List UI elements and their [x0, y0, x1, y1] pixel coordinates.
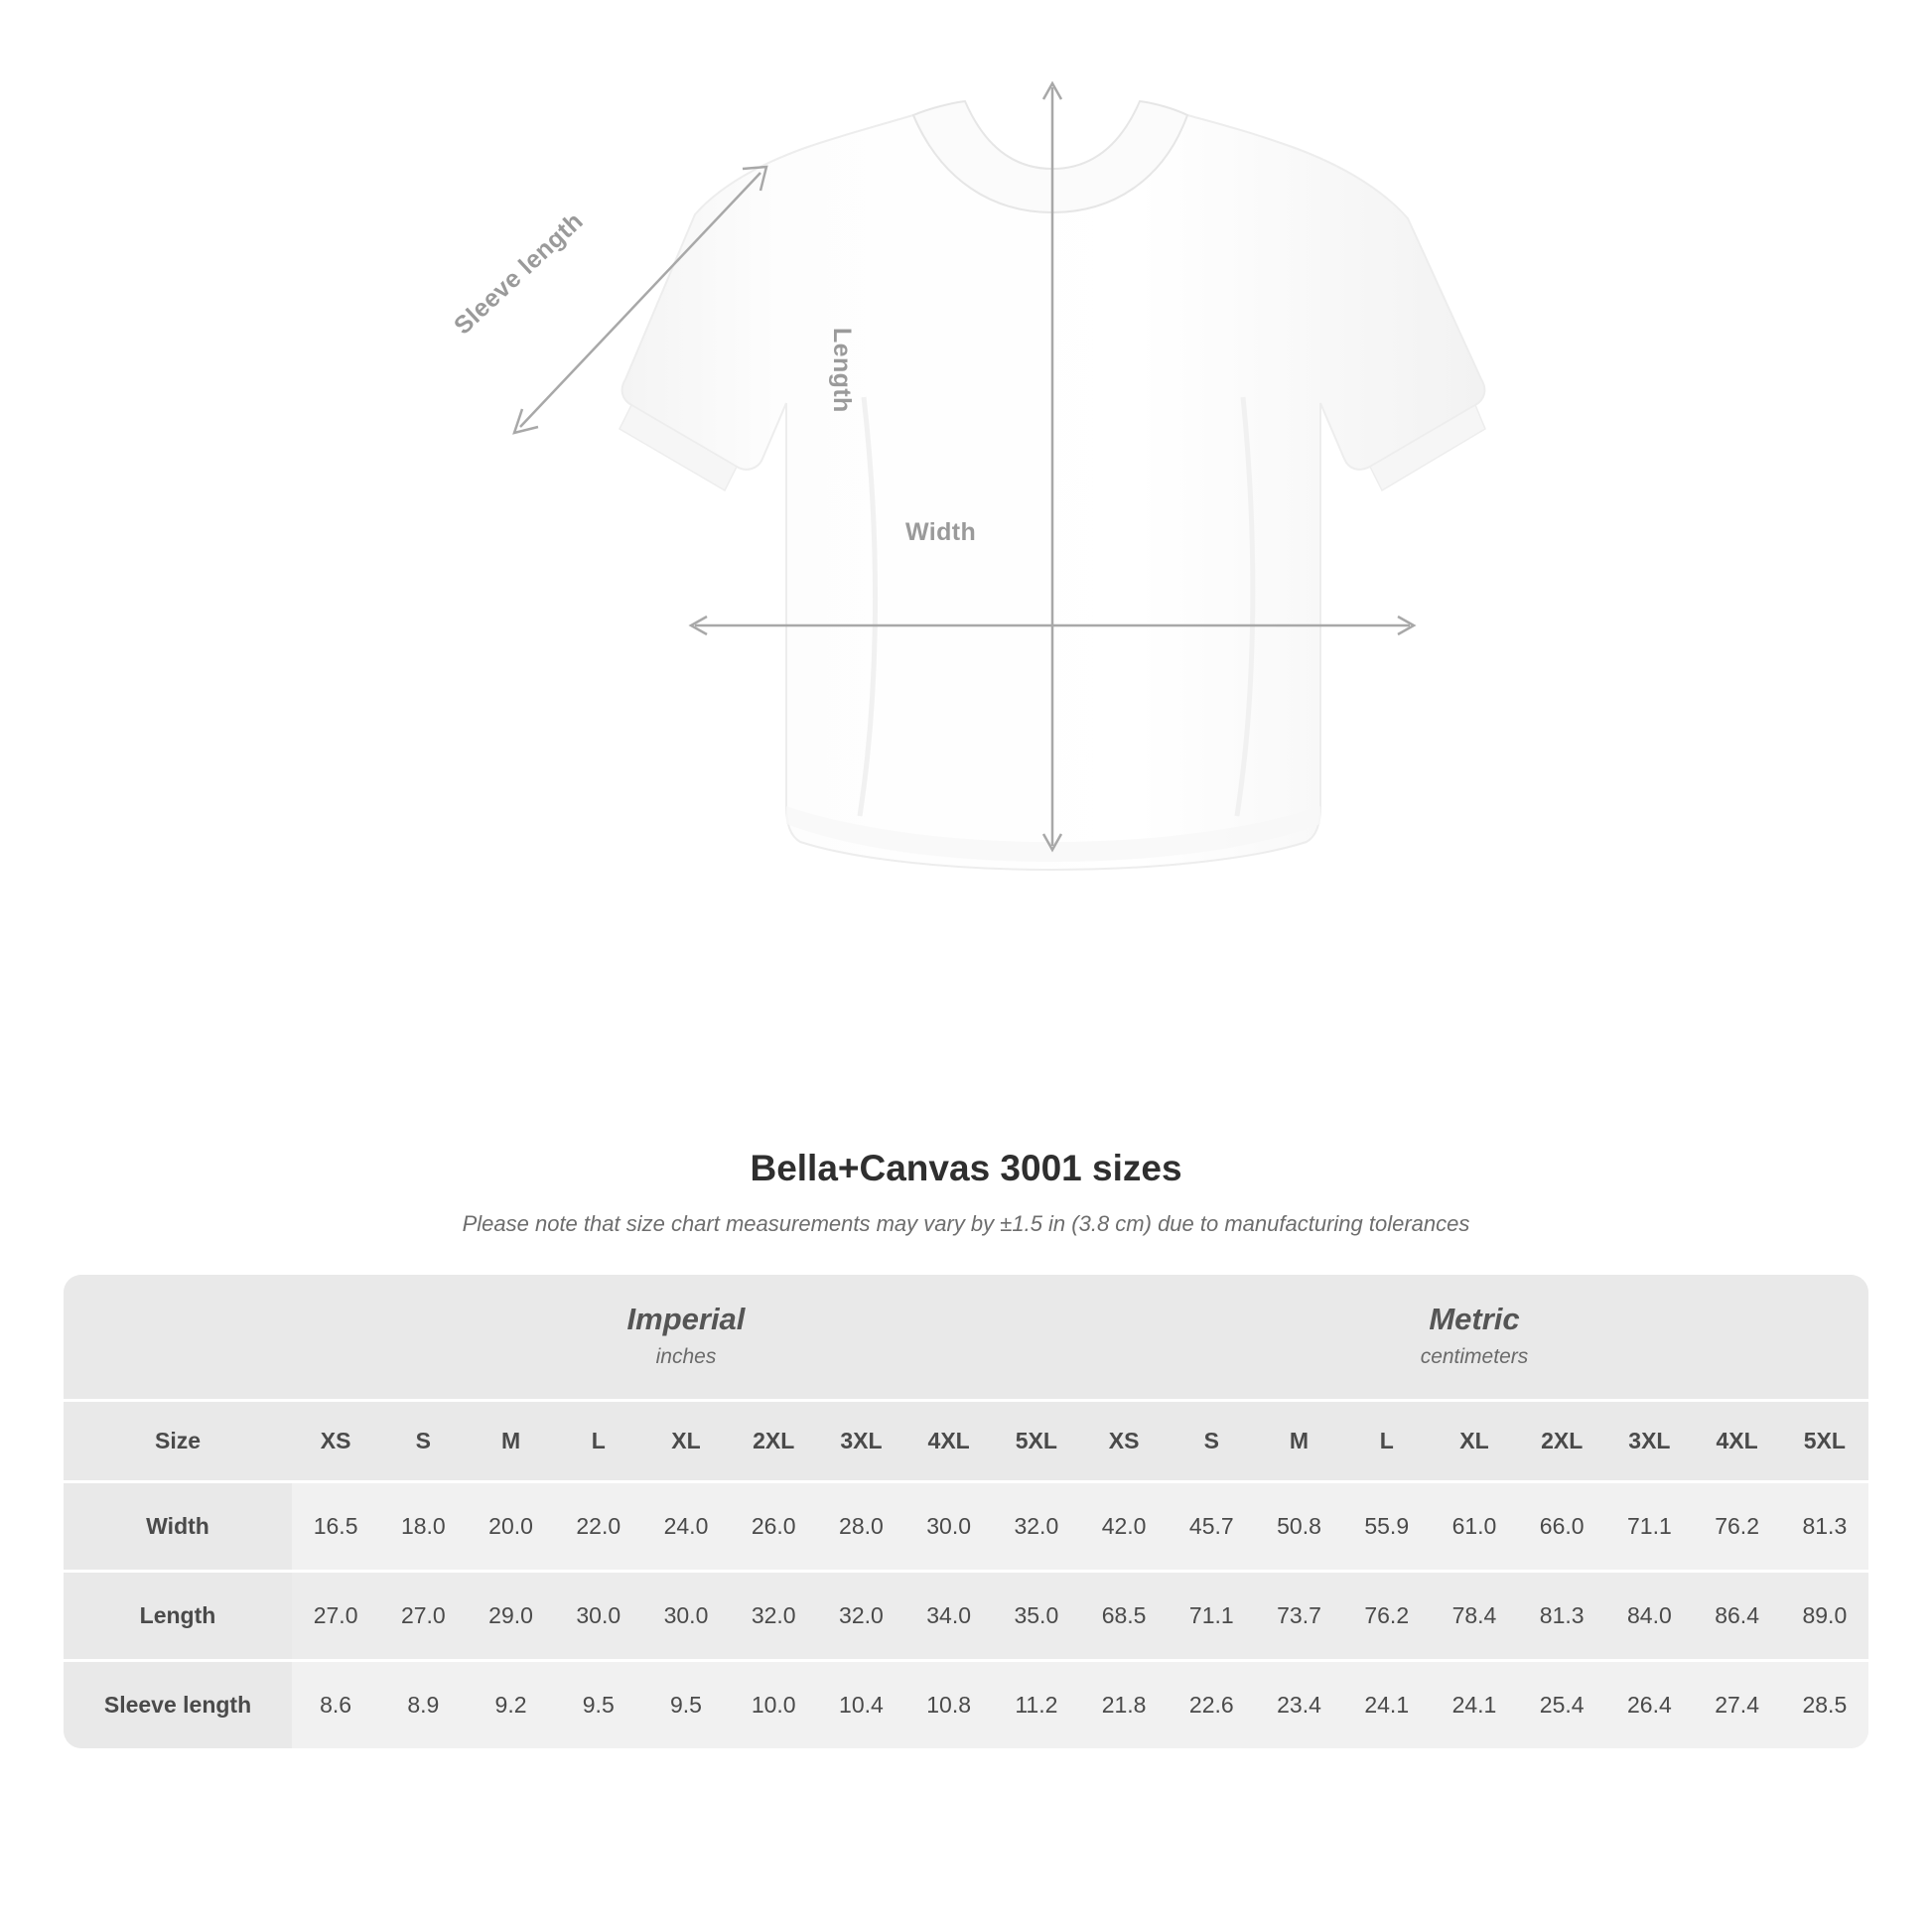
table-cell: 32.0 — [817, 1571, 904, 1660]
size-column-header: 3XL — [817, 1400, 904, 1481]
table-cell: 50.8 — [1255, 1481, 1342, 1571]
size-column-header: S — [1168, 1400, 1255, 1481]
table-cell: 76.2 — [1343, 1571, 1431, 1660]
table-cell: 27.0 — [379, 1571, 467, 1660]
table-cell: 32.0 — [993, 1481, 1080, 1571]
title-block — [0, 1148, 1932, 1237]
size-column-header: 2XL — [730, 1400, 817, 1481]
table-cell: 81.3 — [1518, 1571, 1605, 1660]
table-cell: 71.1 — [1605, 1481, 1693, 1571]
table-cell: 10.4 — [817, 1660, 904, 1748]
table-cell: 76.2 — [1694, 1481, 1781, 1571]
table-cell: 68.5 — [1080, 1571, 1168, 1660]
dimension-label-sleeve-length: Sleeve length — [449, 207, 589, 341]
unit-metric-sub: centimeters — [1420, 1344, 1529, 1368]
table-cell: 23.4 — [1255, 1660, 1342, 1748]
table-cell: 26.0 — [730, 1481, 817, 1571]
table-cell: 28.5 — [1781, 1660, 1868, 1748]
table-cell: 30.0 — [555, 1571, 642, 1660]
size-column-header: L — [555, 1400, 642, 1481]
table-cell: 34.0 — [905, 1571, 993, 1660]
row-label-length: Length — [64, 1571, 292, 1660]
table-cell: 10.0 — [730, 1660, 817, 1748]
table-cell: 24.0 — [642, 1481, 730, 1571]
table-cell: 89.0 — [1781, 1571, 1868, 1660]
table-row-length — [64, 1571, 1868, 1660]
table-cell: 11.2 — [993, 1660, 1080, 1748]
table-cell: 10.8 — [905, 1660, 993, 1748]
size-header-row — [64, 1400, 1868, 1481]
table-cell: 73.7 — [1255, 1571, 1342, 1660]
size-column-header: XL — [642, 1400, 730, 1481]
table-cell: 9.5 — [555, 1660, 642, 1748]
table-cell: 61.0 — [1431, 1481, 1518, 1571]
table-cell: 86.4 — [1694, 1571, 1781, 1660]
size-table-container — [64, 1275, 1868, 1748]
table-cell: 18.0 — [379, 1481, 467, 1571]
size-column-header: 3XL — [1605, 1400, 1693, 1481]
table-cell: 22.0 — [555, 1481, 642, 1571]
row-label-width: Width — [64, 1481, 292, 1571]
table-cell: 27.4 — [1694, 1660, 1781, 1748]
table-cell: 32.0 — [730, 1571, 817, 1660]
table-cell: 55.9 — [1343, 1481, 1431, 1571]
tolerance-note: Please note that size chart measurements may vary by ±1.5 in (3.8 cm) due to manufacturing tolerances — [462, 1211, 1470, 1236]
size-column-header: XL — [1431, 1400, 1518, 1481]
size-column-header: S — [379, 1400, 467, 1481]
size-column-header: XS — [1080, 1400, 1168, 1481]
size-column-header: 5XL — [1781, 1400, 1868, 1481]
table-cell: 21.8 — [1080, 1660, 1168, 1748]
table-cell: 30.0 — [642, 1571, 730, 1660]
unit-imperial-cell — [292, 1275, 1080, 1400]
row-label-sleeve-length: Sleeve length — [64, 1660, 292, 1748]
table-cell: 8.9 — [379, 1660, 467, 1748]
table-row-sleeve-length — [64, 1660, 1868, 1748]
size-column-header: 4XL — [905, 1400, 993, 1481]
unit-metric-cell — [1080, 1275, 1868, 1400]
unit-spacer-cell — [64, 1275, 292, 1400]
table-cell: 66.0 — [1518, 1481, 1605, 1571]
size-column-header: 4XL — [1694, 1400, 1781, 1481]
table-cell: 25.4 — [1518, 1660, 1605, 1748]
table-cell: 9.5 — [642, 1660, 730, 1748]
table-cell: 42.0 — [1080, 1481, 1168, 1571]
dimension-label-width: Width — [905, 518, 977, 546]
table-cell: 45.7 — [1168, 1481, 1255, 1571]
size-column-header: 5XL — [993, 1400, 1080, 1481]
table-cell: 78.4 — [1431, 1571, 1518, 1660]
table-cell: 8.6 — [292, 1660, 379, 1748]
table-cell: 24.1 — [1343, 1660, 1431, 1748]
dimension-label-length: Length — [828, 328, 856, 413]
table-cell: 27.0 — [292, 1571, 379, 1660]
table-cell: 9.2 — [467, 1660, 554, 1748]
table-cell: 28.0 — [817, 1481, 904, 1571]
table-row-width — [64, 1481, 1868, 1571]
table-cell: 71.1 — [1168, 1571, 1255, 1660]
size-table — [64, 1275, 1868, 1748]
size-column-header: XS — [292, 1400, 379, 1481]
table-cell: 20.0 — [467, 1481, 554, 1571]
unit-metric-label: Metric — [1429, 1302, 1520, 1336]
size-column-header: M — [1255, 1400, 1342, 1481]
table-cell: 81.3 — [1781, 1481, 1868, 1571]
page-title: Bella+Canvas 3001 sizes — [750, 1148, 1182, 1188]
table-cell: 29.0 — [467, 1571, 554, 1660]
table-cell: 84.0 — [1605, 1571, 1693, 1660]
size-column-header: M — [467, 1400, 554, 1481]
unit-header-row — [64, 1275, 1868, 1400]
unit-imperial-sub: inches — [655, 1344, 717, 1368]
table-cell: 16.5 — [292, 1481, 379, 1571]
size-column-header: 2XL — [1518, 1400, 1605, 1481]
table-cell: 24.1 — [1431, 1660, 1518, 1748]
table-cell: 35.0 — [993, 1571, 1080, 1660]
table-cell: 30.0 — [905, 1481, 993, 1571]
size-column-header: L — [1343, 1400, 1431, 1481]
table-cell: 22.6 — [1168, 1660, 1255, 1748]
table-cell: 26.4 — [1605, 1660, 1693, 1748]
size-header-label: Size — [64, 1400, 292, 1481]
unit-imperial-label: Imperial — [626, 1302, 746, 1336]
